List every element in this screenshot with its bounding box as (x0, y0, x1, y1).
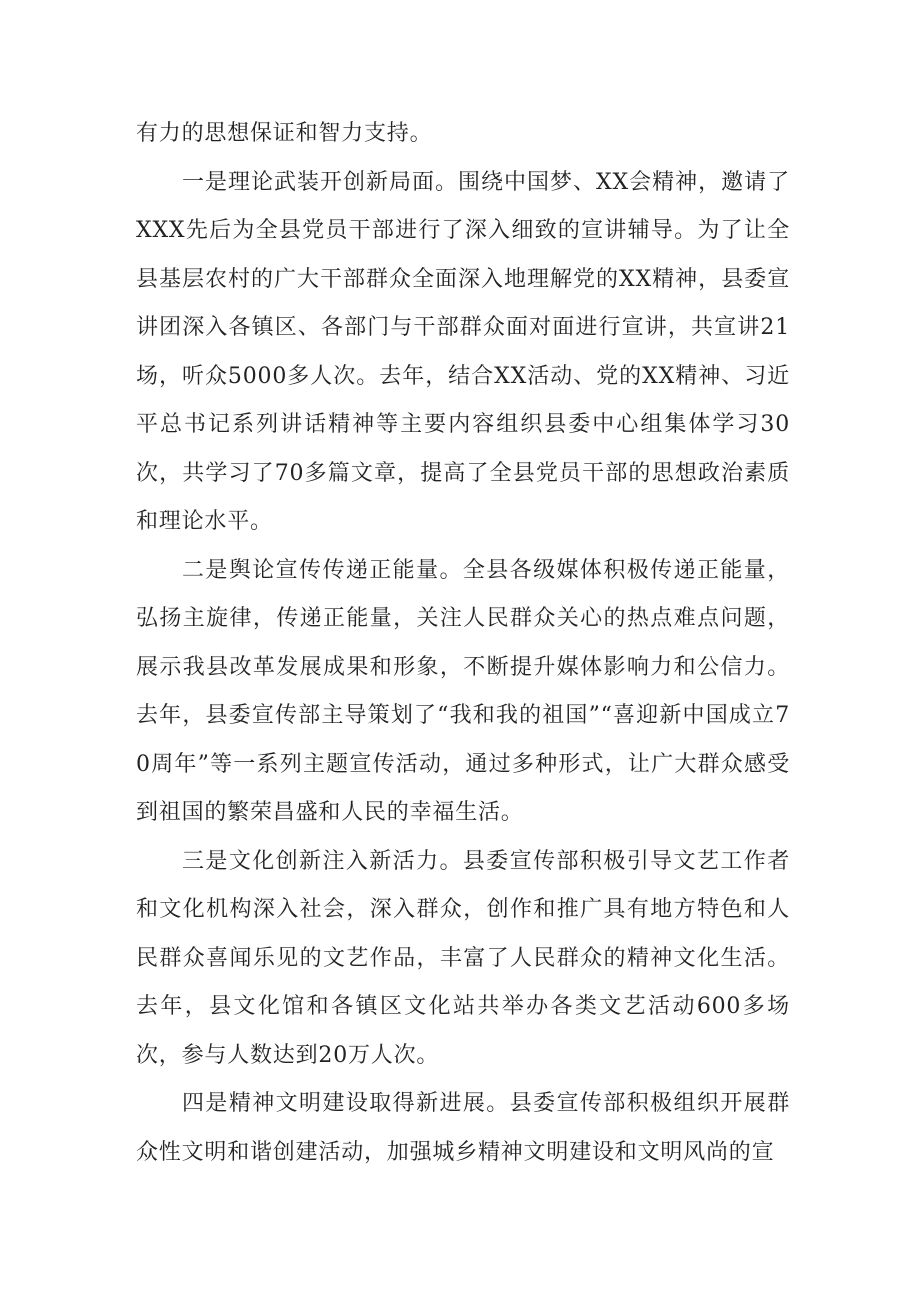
paragraph-cultural-innovation: 三是文化创新注入新活力。县委宣传部积极引导文艺工作者和文化机构深入社会，深入群众，创作和推广具有地方特色和人民群众喜闻乐见的文艺作品，丰富了人民群众的精神文化生活。去年，县文化馆和各镇区文化站共举办各类文艺活动600多场次，参与人数达到20万人次。 (136, 848, 790, 1068)
paragraph-public-opinion: 二是舆论宣传传递正能量。全县各级媒体积极传递正能量，弘扬主旋律，传递正能量，关注人民群众关心的热点难点问题，展示我县改革发展成果和形象，不断提升媒体影响力和公信力。去年，县委宣传部主导策划了“我和我的祖国”“喜迎新中国成立70周年”等一系列主题宣传活动，通过多种形式，让广大群众感受到祖国的繁荣昌盛和人民的幸福生活。 (136, 557, 790, 825)
paragraph-theory-armament: 一是理论武装开创新局面。围绕中国梦、XX会精神，邀请了XXX先后为全县党员干部进行了深入细致的宣讲辅导。为了让全县基层农村的广大干部群众全面深入地理解党的XX精神，县委宣讲团深入各镇区、各部门与干部群众面对面进行宣讲，共宣讲21场，听众5000多人次。去年，结合XX活动、党的XX精神、习近平总书记系列讲话精神等主要内容组织县委中心组集体学习30次，共学习了70多篇文章，提高了全县党员干部的思想政治素质和理论水平。 (136, 169, 790, 534)
document-body (136, 110, 790, 1177)
paragraph-continuation: 有力的思想保证和智力支持。 (136, 121, 433, 146)
paragraph-spiritual-civilization: 四是精神文明建设取得新进展。县委宣传部积极组织开展群众性文明和谐创建活动，加强城乡精神文明建设和文明风尚的宣 (136, 1091, 790, 1165)
